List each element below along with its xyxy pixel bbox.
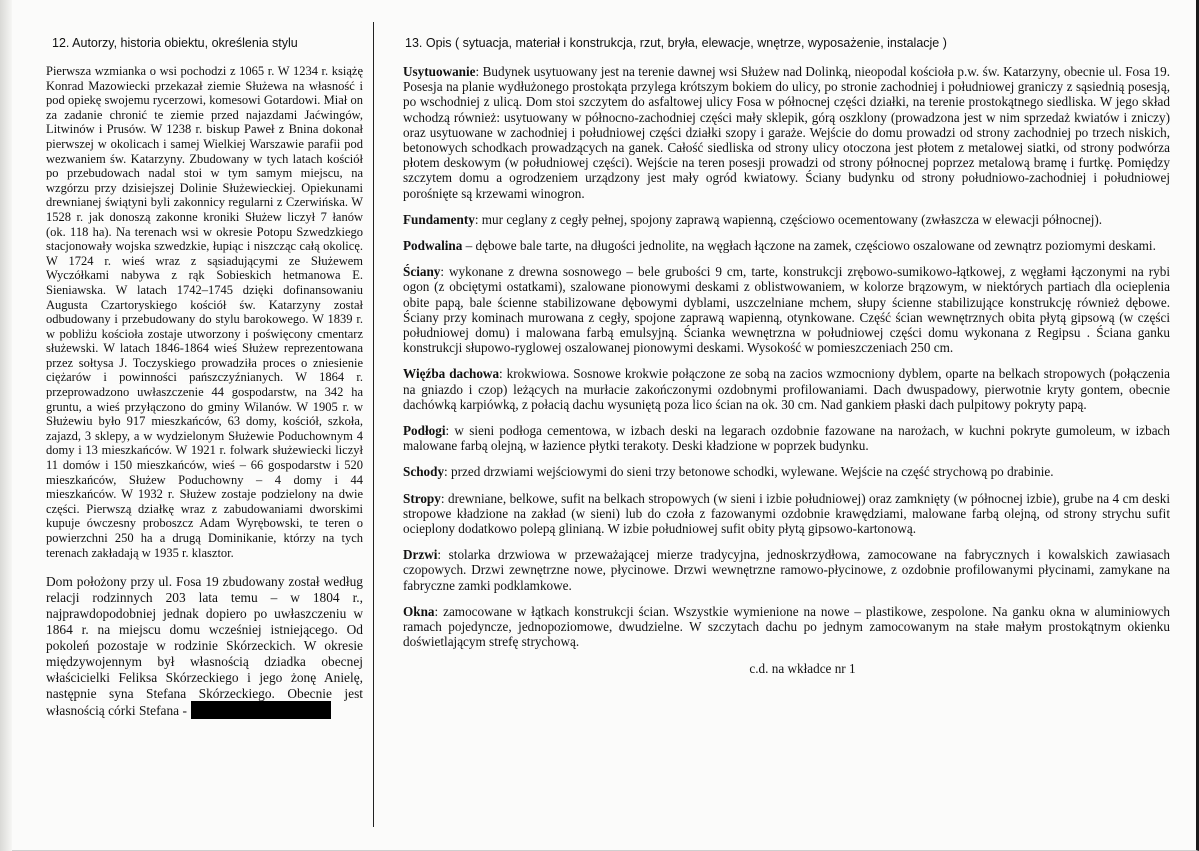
section-usytuowanie bbox=[403, 64, 1170, 201]
section-fundamenty bbox=[403, 212, 1170, 227]
section-text: : stolarka drzwiowa w przeważającej mierze tradycyjna, jednoskrzydłowa, zamocowane na fabrycznych i kowalskich zawiasach czopowych. Drzwi zewnętrzne nowe, płycinowe. Drzwi wewnętrzne ramowo-płycinowe, z ozdobnie profilowanymi płycinami, zamykane na fabryczne zamki podklamkowe. bbox=[403, 547, 1170, 593]
section-text: : wykonane z drewna sosnowego – bele grubości 9 cm, tarte, konstrukcji zrębowo-sumikowo-łątkowej, z węgłami łączonymi na rybi ogon (z obciętymi ostatkami), szalowane pionowymi deskami z oblistwowaniem, w kolorze brązowym, w niektórych partiach dla ocieplenia obite papą, bale ścienne stabilizowane dębowymi dyblami, uszczelniane mchem, słupy ścienne stabilizujące konstrukcję również dębowe. Ściany przy kominach murowana z cegły, spojone zaprawą wapienną, otynkowane. Część ścian wewnętrznych obita płytą gipsową (w części południowej domu) i malowana farbą emulsyjną. Ścianka wewnętrzna w południowej części domu wykonana z Regipsu . Ściana ganku konstrukcji słupowo-ryglowej oszalowanej pionowymi deskami. Wysokość w pomieszczeniach 250 cm. bbox=[403, 264, 1170, 356]
section-text: : drewniane, belkowe, sufit na belkach stropowych (w sieni i izbie południowej) oraz zamknięty (w północnej izbie), grube na 4 cm deski stropowe kładzione na zakład (w sieni) lub do czoła z fazowanymi ozdobnie krawędziami, malowane farbą olejną, od strony strychu sufit ocieplony dodatkowo polepą glinianą. W izbie południowej sufit obity płytą gipsowo-kartonową. bbox=[403, 490, 1170, 537]
section-text: – dębowe bale tarte, na długości jednolite, na węgłach łączone na zamek, częściowo oszalowane od zewnątrz poziomymi deskami. bbox=[462, 238, 1156, 254]
section-text: : Budynek usytuowany jest na terenie dawnej wsi Służew nad Dolinką, nieopodal kościoła p.w. św. Katarzyny, obecnie ul. Fosa 19. Posesja na planie wydłużonego prostokąta przylega krótszym bokiem do ulicy, po stronie zachodniej i południowej graniczy z sąsiednią posesją, po wschodniej z ulicą. Dom stoi szczytem do asfaltowej ulicy Fosa w północnej części działki, na terenie prostokątnego siedliska. W jego skład wchodzą również: usytuowany w północno-zachodniej części mały sklepik, górą oszklony (prowadzona jest w nim sprzedaż kwiatów i zniczy) oraz usytuowane w zachodniej i południowej części działki szopy i garaże. Wejście do domu prowadzi od strony zachodniej po trzech niskich, betonowych schodkach prowadzących na ganek. Całość siedliska od strony ulicy otoczona jest płotem z metalowej siatki, od strony podwórza płotem deskowym (w południowej części). Wejście na teren posesji prowadzi od strony północnej poprzez metalową bramę i furtkę. Pomiędzy szczytem domu a ogrodzeniem urządzony jest mały ogród kwiatowy. Ściany budynku od strony południowo-zachodniej i południowej porośnięte są krzewami winogron. bbox=[403, 64, 1170, 201]
section-label: Okna bbox=[403, 603, 435, 619]
description-heading: 13. Opis ( sytuacja, materiał i konstrukcja, rzut, bryła, elewacje, wnętrze, wyposażenie, instalacje ) bbox=[405, 36, 947, 50]
section-text: : zamocowane w łątkach konstrukcji ścian. Wszystkie wymienione na nowe – plastikowe, zespolone. Na ganku okna w aluminiowych ramach pojedyncze, jednopoziomowe, dwudzielne. W szczytach dachu po jednym zamocowanym na stałe małym prostokątnym okienku doświetlającym strefę strychową. bbox=[403, 603, 1170, 650]
section-okna bbox=[403, 604, 1170, 650]
section-podlogi bbox=[403, 423, 1170, 453]
history-paragraph: Pierwsza wzmianka o wsi pochodzi z 1065 r. W 1234 r. książę Konrad Mazowiecki przekazał ziemie Służewa na własność i pod opiekę swojemu rycerzowi, komesowi Gotardowi. Miał on za zadanie chronić te ziemie przed najazdami Jaćwingów, Litwinów i Prusów. W 1238 r. biskup Paweł z Bnina dokonał pierwszej w okolicach i samej Wielkiej Warszawie parafii pod wezwaniem św. Katarzyny. Zbudowany w tych latach kościół po przebudowach nadal stoi w tym samym miejscu, na wzgórzu przy dzisiejszej Dolinie Służewieckiej. Opiekunami drewnianej świątyni byli zakonnicy regularni z Czerwińska. W 1528 r. jak donoszą zakonne kroniki Służew liczył 7 łanów (ok. 118 ha). Na terenach wsi w okresie Potopu Szwedzkiego stacjonowały wojska szwedzkie, łupiąc i niszcząc całą okolicę. W 1724 r. wieś wraz z sąsiadującymi ze Służewem Wyczółkami nabywa z rąk Sobieskich hetmanowa E. Sieniawska. W latach 1742–1745 dzięki dofinansowaniu Augusta Czartoryskiego kościół św. Katarzyny został odbudowany i przebudowany do stylu barokowego. W 1839 r. w pobliżu kościoła zostaje utworzony i poświęcony cmentarz służewski. W latach 1846-1864 wieś Służew reprezentowana przez sołtysa J. Toczyskiego prowadziła proces o zniesienie ciężarów i powinności pańszczyźnianych. W 1864 r. przeprowadzono uwłaszczenie 44 gospodarstw, na 342 ha gruntu, a wieś przyłączono do gminy Wilanów. W 1905 r. w Służewiu było 917 mieszkańców, 63 domy, kościół, szkoła, zajazd, 3 sklepy, a w wydzielonym Służewie Poduchownym 4 domy i 13 mieszkańców. W 1921 r. folwark służewiecki liczył 11 domów i 150 mieszkańców, wieś – 66 gospodarstw i 520 mieszkańców, Służew Poduchowny – 4 domy i 44 mieszkańców. W 1932 r. Służew zostaje podzielony na dwie części. Pierwszą działkę wraz z zabudowaniami dworskimi kupuje ówczesny proboszcz Adam Wyrębowski, te teren o powierzchni 250 ha a drugą Dominikanie, którzy na tych terenach zakładają w 1935 r. klasztor. bbox=[46, 64, 363, 560]
section-text: : przed drzwiami wejściowymi do sieni trzy betonowe schodki, wylewane. Wejście na część strychową po drabinie. bbox=[444, 464, 1054, 480]
section-wiezba-dachowa bbox=[403, 366, 1170, 412]
section-text: : krokwiowa. Sosnowe krokwie połączone ze sobą na zacios wzmocniony dyblem, oparte na belkach stropowych (połączenia na gniazdo i czop) leżących na murłacie zakończonymi ozdobnymi profilowaniami. Dach dwuspadowy, pierwotnie kryty gontem, obecnie dachówką karpiówką, z połacią dachu wysuniętą poza lico ścian na ok. 30 cm. Nad gankiem płaski dach pulpitowy pokryty papą. bbox=[403, 366, 1170, 412]
section-text: : mur ceglany z cegły pełnej, spojony zaprawą wapienną, częściowo ocementowany (zwłaszcza w elewacji północnej). bbox=[474, 211, 1103, 227]
history-column bbox=[44, 22, 374, 827]
section-label: Podwalina bbox=[403, 238, 463, 254]
section-text: : w sieni podłoga cementowa, w izbach deski na legarach ozdobnie fazowane na narożach, w kuchni pokryte gumoleum, w izbach malowane farbą olejną, w łazience płytki terakoty. Deski kładzione w poprzek budynku. bbox=[403, 423, 1170, 454]
section-label: Drzwi bbox=[403, 547, 438, 563]
section-label: Podłogi bbox=[403, 423, 446, 439]
section-label: Stropy bbox=[403, 490, 441, 506]
continuation-note: c.d. na wkładce nr 1 bbox=[749, 660, 856, 676]
section-sciany bbox=[403, 264, 1170, 355]
section-label: Usytuowanie bbox=[403, 64, 476, 79]
section-label: Więźba dachowa bbox=[403, 366, 500, 382]
house-history-text: Dom położony przy ul. Fosa 19 zbudowany został według relacji rodzinnych 203 lata temu – w 1804 r., najprawdopodobniej jednak dopiero po uwłaszczeniu w 1864 r. na miejscu domu wcześniej istniejącego. Od pokoleń pozostaje w rodzinie Skórzeckich. W okresie międzywojennym był własnością dziadka obecnej właścicielki Feliksa Skórzeckiego i jego żonę Anielę, następnie syna Stefana Skórzeckiego. Obecnie jest własnością córki Stefana - bbox=[46, 574, 363, 719]
history-heading: 12. Autorzy, historia obiektu, określenia stylu bbox=[52, 36, 298, 50]
description-column bbox=[395, 22, 1170, 677]
section-label: Fundamenty bbox=[403, 211, 475, 227]
redaction-bar bbox=[191, 701, 331, 719]
section-schody bbox=[403, 464, 1170, 479]
section-label: Ściany bbox=[403, 264, 441, 280]
section-drzwi bbox=[403, 547, 1170, 593]
scan-edge bbox=[0, 0, 12, 851]
section-podwalina bbox=[403, 238, 1170, 253]
section-stropy bbox=[403, 491, 1170, 537]
section-label: Schody bbox=[403, 464, 445, 480]
house-history-paragraph bbox=[46, 574, 363, 719]
